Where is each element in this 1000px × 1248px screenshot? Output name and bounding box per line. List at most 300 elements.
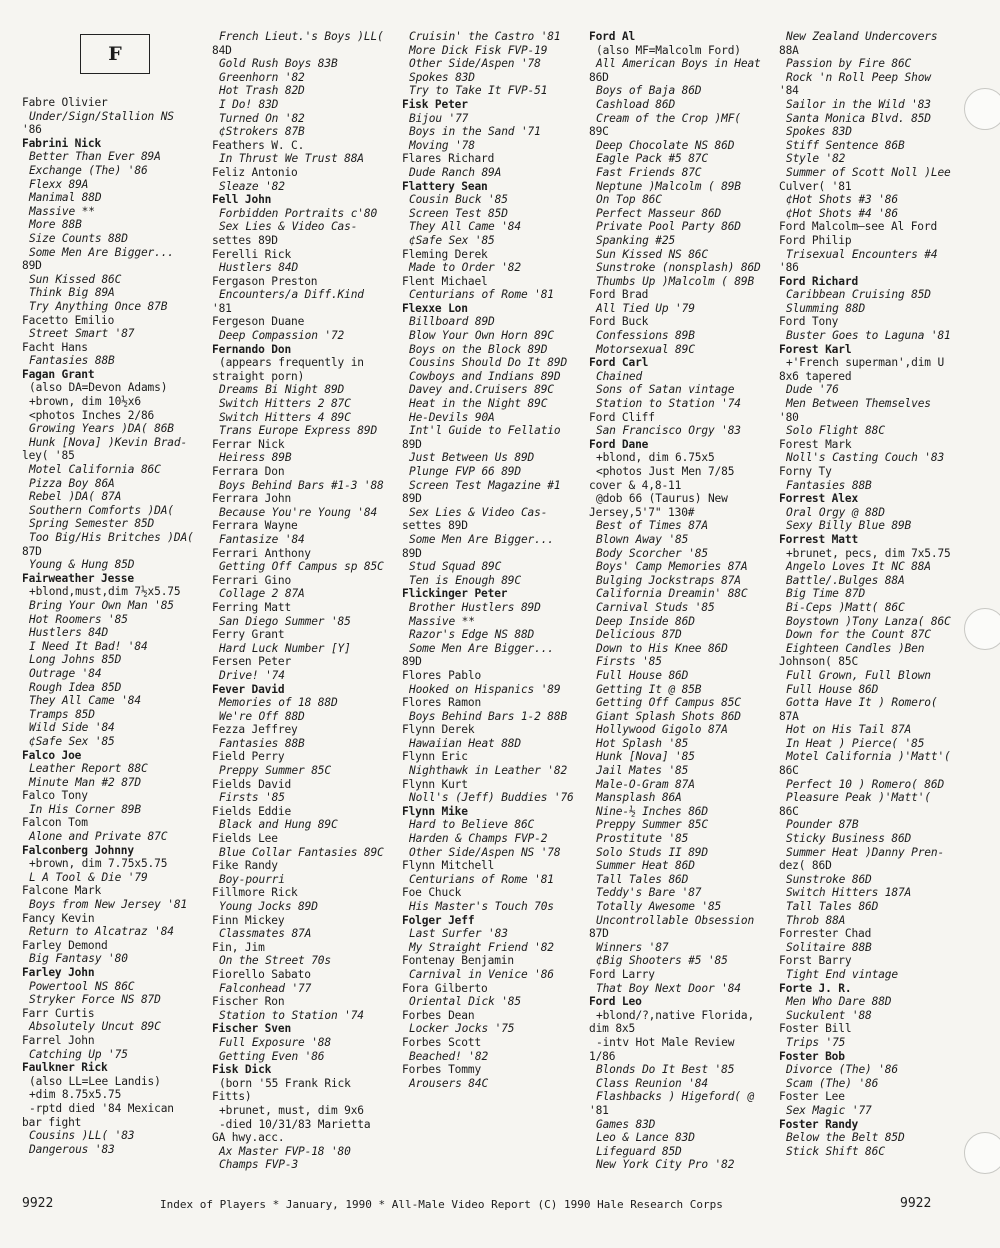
video-title: Motel California 86C (29, 463, 161, 477)
player-name: Fin, Jim (212, 940, 265, 954)
video-title: Razor's Edge NS 88D (409, 628, 535, 642)
video-title: Dude Ranch 89A (409, 165, 502, 179)
continuation-line: straight porn) (212, 369, 305, 383)
video-title: My Straight Friend '82 (409, 940, 554, 954)
video-title: Solo Flight 88C (786, 424, 885, 438)
player-name: Fillmore Rick (212, 886, 298, 900)
video-title: Station to Station '74 (219, 1008, 364, 1022)
video-title: Sexy Billy Blue 89B (786, 519, 912, 533)
video-title: Pizza Boy 86A (29, 476, 115, 490)
video-title: Alone and Private 87C (29, 830, 168, 844)
video-title: Cousins )LL( '83 (29, 1129, 135, 1143)
player-name: Ford Leo (589, 995, 642, 1009)
video-title: Jail Mates '85 (596, 764, 689, 778)
continuation-line: '86 (22, 123, 42, 137)
video-title: Divorce (The) '86 (786, 1063, 898, 1077)
player-name: Fagan Grant (22, 367, 95, 381)
video-title: Powertool NS 86C (29, 979, 135, 993)
video-title: Screen Test Magazine #1 (409, 478, 561, 492)
video-title: Int'l Guide to Fellatio (409, 424, 561, 438)
video-title: Classmates 87A (219, 927, 312, 941)
index-column-2 (212, 30, 400, 1172)
video-title: Carnival in Venice '86 (409, 967, 554, 981)
player-name: Fields Lee (212, 832, 278, 846)
video-title: Delicious 87D (596, 628, 682, 642)
continuation-line: Fitts) (212, 1090, 252, 1104)
video-title: Cousins Should Do It 89D (409, 356, 568, 370)
player-name: Fabrini Nick (22, 136, 102, 150)
video-title: Leather Report 88C (29, 762, 148, 776)
video-title: Hunk [Nova] '85 (596, 750, 695, 764)
video-title: Best of Times 87A (596, 519, 708, 533)
video-title: Motel California )'Matt'( (786, 750, 951, 764)
player-name: Forrest Matt (779, 532, 859, 546)
video-title: On the Street 70s (219, 954, 331, 968)
video-title: Carnival Studs '85 (596, 600, 715, 614)
video-title: Hot Roomers '85 (29, 612, 128, 626)
player-name: Fischer Ron (212, 995, 285, 1009)
player-name: Feathers W. C. (212, 138, 305, 152)
punch-hole (964, 608, 1000, 650)
player-name: Fabre Olivier (22, 96, 108, 109)
video-title: Harden & Champs FVP-2 (409, 832, 548, 846)
player-name: Fisk Dick (212, 1063, 272, 1077)
video-title: Noll's Casting Couch '83 (786, 451, 945, 465)
video-title: Santa Monica Blvd. 85D (786, 111, 931, 125)
video-title: They All Came '84 (29, 694, 141, 708)
video-title: Uncontrollable Obsession (596, 913, 755, 927)
video-title: Boys from New Jersey '81 (29, 898, 188, 912)
video-title: Davey and.Cruisers 89C (409, 383, 554, 397)
video-title: Collage 2 87A (219, 587, 305, 601)
continuation-line: 8x6 tapered (779, 369, 852, 383)
video-title: Giant Splash Shots 86D (596, 709, 741, 723)
video-title: Fast Friends 87C (596, 165, 702, 179)
player-name: Foster Lee (779, 1090, 845, 1104)
video-title: Arousers 84C (409, 1076, 489, 1090)
video-title: Sex Lies & Video Cas- (219, 220, 358, 234)
section-letter: F (108, 43, 122, 65)
video-title: Getting Even '86 (219, 1049, 325, 1063)
video-title: Pounder 87B (786, 818, 859, 832)
video-title: Hot on His Tail 87A (786, 723, 912, 737)
video-title: Boy-pourri (219, 872, 285, 886)
video-title: Absolutely Uncut 89C (29, 1020, 161, 1034)
video-title: Firsts '85 (219, 791, 285, 805)
video-title: Other Side/Aspen '78 (409, 57, 541, 71)
player-name: Falco Joe (22, 748, 82, 762)
player-name: Ferrara Wayne (212, 519, 298, 533)
video-title: Hunk [Nova] )Kevin Brad- (29, 435, 188, 449)
video-title: Dude '76 (786, 383, 839, 397)
video-title: Winners '87 (596, 940, 669, 954)
player-note: (also DA=Devon Adams) (29, 381, 168, 395)
player-name: Feliz Antonio (212, 165, 298, 179)
video-title: Bijou '77 (409, 111, 469, 125)
video-title: Games 83D (596, 1117, 656, 1131)
video-title: Spokes 83D (786, 125, 852, 139)
player-name: Farley Demond (22, 938, 108, 952)
player-name: Ferring Matt (212, 600, 292, 614)
continuation-line: 89D (402, 492, 422, 506)
video-title: Centurians of Rome '81 (409, 288, 554, 302)
video-title: Exchange (The) '86 (29, 163, 148, 177)
video-title: Hollywood Gigolo 87A (596, 723, 728, 737)
video-title: Hustlers 84D (219, 261, 299, 275)
continuation-line: cover & 4,8-11 (589, 478, 682, 492)
player-name: Falconberg Johnny (22, 843, 134, 857)
continuation-line: settes 89D (212, 233, 278, 247)
video-title: All American Boys in Heat (596, 57, 761, 71)
video-title: Forbidden Portraits c'80 (219, 206, 378, 220)
player-name: Flickinger Peter (402, 587, 508, 601)
video-title: Getting Off Campus sp 85C (219, 560, 384, 574)
video-title: Too Big/His Britches )DA( (29, 531, 194, 544)
player-name: Forest Mark (779, 437, 852, 451)
video-title: All Tied Up '79 (596, 301, 695, 315)
player-name: Ford Tony (779, 315, 839, 329)
player-name: Flexxe Lon (402, 301, 468, 315)
player-note: +blond/?,native Florida, (596, 1008, 755, 1022)
video-title: Falconhead '77 (219, 981, 312, 995)
player-note: +'French superman',dim U (786, 356, 945, 370)
continuation-line: 86C (779, 764, 799, 778)
video-title: Solitaire 88B (786, 940, 872, 954)
video-title: Sun Kissed NS 86C (596, 247, 708, 261)
video-title: Tight End vintage (786, 967, 898, 981)
video-title: Preppy Summer 85C (596, 818, 708, 832)
video-title: Boys of Baja 86D (596, 84, 702, 98)
video-title: Growing Years )DA( 86B (29, 422, 174, 436)
video-title: I Do! 83D (219, 97, 279, 111)
player-name: Ferrara John (212, 492, 292, 506)
video-title: More 88B (29, 218, 82, 232)
video-title: Deep Compassion '72 (219, 329, 345, 343)
page-number-right: 9922 (900, 1196, 932, 1211)
player-name: Fields Eddie (212, 804, 292, 818)
continuation-line: bar fight (22, 1115, 82, 1129)
video-title: Mansplash 86A (596, 791, 682, 805)
continuation-line: '80 (779, 410, 799, 424)
video-title: In Heat ) Pierce( '85 (786, 736, 925, 750)
video-title: Memories of 18 88D (219, 696, 338, 710)
video-title: Motorsexual 89C (596, 342, 695, 356)
continuation-line: Culver( '81 (779, 179, 852, 193)
video-title: Screen Test 85D (409, 206, 508, 220)
video-title: Down to His Knee 86D (596, 641, 728, 655)
video-title: Cousin Buck '85 (409, 193, 508, 207)
video-title: Boys Behind Bars 1-2 88B (409, 709, 568, 723)
player-note: (also MF=Malcolm Ford) (596, 43, 741, 57)
player-name: Forbes Scott (402, 1035, 482, 1049)
video-title: Summer Heat 86D (596, 859, 695, 873)
video-title: Last Surfer '83 (409, 927, 508, 941)
video-title: Eighteen Candles )Ben (786, 641, 925, 655)
player-name: Fairweather Jesse (22, 571, 134, 585)
player-name: Ford Buck (589, 315, 649, 329)
continuation-line: 87A (779, 709, 799, 723)
video-title: Angelo Loves It NC 88A (786, 560, 931, 574)
video-title: Wild Side '84 (29, 721, 115, 735)
player-name: Forest Karl (779, 342, 852, 356)
video-title: Scam (The) '86 (786, 1076, 879, 1090)
video-title: L A Tool & Die '79 (29, 870, 148, 884)
player-name: Forbes Tommy (402, 1063, 482, 1077)
continuation-line: '81 (212, 301, 232, 315)
video-title: Brother Hustlers 89D (409, 600, 541, 614)
player-name: Ferrari Gino (212, 573, 292, 587)
video-title: Noll's (Jeff) Buddies '76 (409, 791, 574, 805)
video-title: Sleaze '82 (219, 179, 285, 193)
video-title: On Top 86C (596, 193, 662, 207)
video-title: Big Time 87D (786, 587, 866, 601)
video-title: Slumming 88D (786, 301, 866, 315)
player-name: Fever David (212, 682, 285, 696)
video-title: New Zealand Undercovers (786, 30, 938, 43)
continuation-line: 84D (212, 43, 232, 57)
video-title: Because You're Young '84 (219, 505, 378, 519)
video-title: Deep Inside 86D (596, 614, 695, 628)
player-name: Flynn Derek (402, 723, 475, 737)
player-note: +blond,must,dim 7½x5.75 (29, 585, 181, 599)
video-title: Hard Luck Number [Y] (219, 641, 351, 655)
video-title: Oriental Dick '85 (409, 995, 521, 1009)
video-title: Cruisin' the Castro '81 (409, 30, 561, 43)
player-name: Fell John (212, 193, 272, 207)
video-title: Under/Sign/Stallion NS (29, 109, 174, 123)
video-title: Hard to Believe 86C (409, 818, 535, 832)
player-note: @dob 66 (Taurus) New (596, 492, 728, 506)
video-title: Tramps 85D (29, 707, 95, 721)
video-title: Full Grown, Full Blown (786, 668, 931, 682)
player-name: Fora Gilberto (402, 981, 488, 995)
video-title: Drive! '74 (219, 668, 285, 682)
player-name: Ford Dane (589, 437, 649, 451)
player-name: Facetto Emilio (22, 313, 115, 327)
video-title: Manimal 88D (29, 191, 102, 205)
index-column-5 (779, 30, 967, 1158)
player-name: Flattery Sean (402, 179, 488, 193)
continuation-line: 1/86 (589, 1049, 616, 1063)
player-name: Ford Brad (589, 288, 649, 302)
player-name: Ford Al (589, 30, 636, 43)
video-title: ¢Safe Sex '85 (409, 233, 495, 247)
video-title: Perfect 10 ) Romero( 86D (786, 777, 945, 791)
player-note: -died 10/31/83 Marietta (219, 1117, 371, 1131)
player-name: Forte J. R. (779, 981, 852, 995)
video-title: Ten is Enough 89C (409, 573, 521, 587)
player-name: Flynn Mike (402, 804, 468, 818)
video-title: Sticky Business 86D (786, 832, 912, 846)
video-title: Full House 86D (786, 682, 879, 696)
index-column-1 (22, 96, 210, 1156)
video-title: Sex Lies & Video Cas- (409, 505, 548, 519)
player-note: <photos Inches 2/86 (29, 408, 155, 422)
player-name: Fiorello Sabato (212, 967, 311, 981)
video-title: Other Side/Aspen NS '78 (409, 845, 561, 859)
page-number-left: 9922 (22, 1196, 54, 1211)
video-title: ¢Safe Sex '85 (29, 734, 115, 748)
video-title: Trisexual Encounters #4 (786, 247, 938, 261)
continuation-line: 87D (589, 927, 609, 941)
video-title: Hot Trash 82D (219, 84, 305, 98)
continuation-line: '84 (779, 84, 799, 98)
video-title: Blow Your Own Horn 89C (409, 329, 554, 343)
video-title: Full Exposure '88 (219, 1035, 331, 1049)
video-title: California Dreamin' 88C (596, 587, 748, 601)
player-name: Ferelli Rick (212, 247, 292, 261)
video-title: Return to Alcatraz '84 (29, 925, 174, 939)
video-title: He-Devils 90A (409, 410, 495, 424)
video-title: Lifeguard 85D (596, 1144, 682, 1158)
video-title: That Boy Next Door '84 (596, 981, 741, 995)
player-note: (appears frequently in (219, 356, 364, 370)
video-title: Encounters/a Diff.Kind (219, 288, 364, 302)
video-title: ¢Hot Shots #4 '86 (786, 206, 898, 220)
player-name: Forrester Chad (779, 927, 872, 941)
video-title: Throb 88A (786, 913, 846, 927)
video-title: Male-O-Gram 87A (596, 777, 695, 791)
video-title: Full House 86D (596, 668, 689, 682)
video-title: Class Reunion '84 (596, 1076, 708, 1090)
continuation-line: 88A (779, 43, 799, 57)
video-title: Boys' Camp Memories 87A (596, 560, 748, 574)
video-title: Suckulent '88 (786, 1008, 872, 1022)
video-title: Nighthawk in Leather '82 (409, 764, 568, 778)
video-title: Men Who Dare 88D (786, 995, 892, 1009)
player-name: Foe Chuck (402, 886, 462, 900)
player-name: Foster Bill (779, 1022, 852, 1036)
player-name: Field Perry (212, 750, 285, 764)
video-title: Southern Comforts )DA( (29, 503, 174, 517)
video-title: Boys in the Sand '71 (409, 125, 541, 139)
video-title: Private Pool Party 86D (596, 220, 741, 234)
video-title: Switch Hitters 4 89C (219, 410, 351, 424)
video-title: Bi-Ceps )Matt( 86C (786, 600, 905, 614)
video-title: Centurians of Rome '81 (409, 872, 554, 886)
continuation-line: 86C (779, 804, 799, 818)
video-title: Better Than Ever 89A (29, 150, 161, 164)
video-title: Beached! '82 (409, 1049, 489, 1063)
video-title: Turned On '82 (219, 111, 305, 125)
video-title: Moving '78 (409, 138, 475, 152)
video-title: Getting Off Campus 85C (596, 696, 741, 710)
video-title: Stiff Sentence 86B (786, 138, 905, 152)
video-title: Passion by Fire 86C (786, 57, 912, 71)
video-title: Heiress 89B (219, 451, 292, 465)
video-title: Spokes 83D (409, 70, 475, 84)
player-name: Fike Randy (212, 859, 278, 873)
video-title: Tall Tales 86D (786, 900, 879, 913)
player-name: Fleming Derek (402, 247, 488, 261)
player-name: Ford Larry (589, 967, 655, 981)
player-name: Fields David (212, 777, 292, 791)
video-title: Trans Europe Express 89D (219, 424, 378, 438)
video-title: Long Johns 85D (29, 653, 122, 667)
video-title: Trips '75 (786, 1035, 846, 1049)
continuation-line: dim 8x5 (589, 1022, 636, 1036)
video-title: Boystown )Tony Lanza( 86C (786, 614, 951, 628)
video-title: Down for the Count 87C (786, 628, 931, 642)
video-title: Sex Magic '77 (786, 1103, 872, 1117)
video-title: Think Big 89A (29, 286, 115, 300)
video-title: Ax Master FVP-18 '80 (219, 1144, 351, 1158)
video-title: French Lieut.'s Boys )LL( (219, 30, 384, 43)
video-title: Black and Hung 89C (219, 818, 338, 832)
player-name: Ferry Grant (212, 628, 285, 642)
video-title: Below the Belt 85D (786, 1131, 905, 1145)
video-title: Some Men Are Bigger... (409, 641, 554, 655)
player-note: +brunet, must, dim 9x6 (219, 1103, 364, 1117)
player-note: <photos Just Men 7/85 (596, 465, 735, 478)
video-title: His Master's Touch 70s (409, 900, 554, 913)
player-name: Forny Ty (779, 465, 832, 478)
video-title: Men Between Themselves (786, 397, 931, 411)
video-title: Eagle Pack #5 87C (596, 152, 708, 166)
video-title: Summer Heat )Danny Pren- (786, 845, 945, 859)
video-title: ¢Hot Shots #3 '86 (786, 193, 898, 207)
video-title: Stud Squad 89C (409, 560, 502, 574)
player-name: Falco Tony (22, 789, 88, 803)
video-title: Blue Collar Fantasies 89C (219, 845, 384, 859)
video-title: Bulging Jockstraps 87A (596, 573, 741, 587)
video-title: Sun Kissed 86C (29, 272, 122, 286)
continuation-line: 86D (589, 70, 609, 84)
video-title: Nine-½ Inches 86D (596, 804, 708, 818)
video-title: Fantasies 88B (786, 478, 872, 492)
video-title: Summer of Scott Noll )Lee (786, 165, 951, 179)
player-name: Farrel John (22, 1033, 95, 1047)
video-title: More Dick Fisk FVP-19 (409, 43, 548, 57)
video-title: Boys on the Block 89D (409, 342, 548, 356)
player-name: Farley John (22, 966, 95, 979)
video-title: Flashbacks ) Higeford( @ (596, 1090, 755, 1104)
footer-caption: Index of Players * January, 1990 * All-Male Video Report (C) 1990 Hale Research Corps (160, 1198, 723, 1211)
player-name: Fersen Peter (212, 655, 292, 669)
video-title: Switch Hitters 187A (786, 886, 912, 900)
player-name: Forbes Dean (402, 1008, 475, 1022)
continuation-line: 89D (402, 546, 422, 560)
video-title: Blonds Do It Best '85 (596, 1063, 735, 1077)
video-title: Hustlers 84D (29, 626, 109, 640)
video-title: Made to Order '82 (409, 261, 521, 275)
video-title: Gold Rush Boys 83B (219, 57, 338, 71)
continuation-line: '86 (779, 261, 799, 275)
player-name: Foster Bob (779, 1049, 845, 1063)
video-title: ¢Strokers 87B (219, 125, 305, 139)
player-note: +blond, dim 6.75x5 (596, 451, 715, 465)
video-title: In Thrust We Trust 88A (219, 152, 364, 166)
video-title: Pleasure Peak )'Matt'( (786, 791, 931, 805)
video-title: Sunstroke (nonsplash) 86D (596, 261, 761, 275)
video-title: Body Scorcher '85 (596, 546, 708, 560)
player-name: Fisk Peter (402, 97, 468, 111)
player-name: Fernando Don (212, 342, 292, 356)
player-name: Ford Philip (779, 233, 852, 247)
video-title: Fantasies 88B (29, 354, 115, 368)
video-title: Totally Awesome '85 (596, 900, 722, 913)
player-note: +brown, dim 7.75x5.75 (29, 857, 168, 871)
video-title: Hooked on Hispanics '89 (409, 682, 561, 696)
player-name: Ferrara Don (212, 465, 285, 478)
video-title: Bring Your Own Man '85 (29, 598, 174, 612)
video-title: Leo & Lance 83D (596, 1131, 695, 1145)
player-note: -intv Hot Male Review (596, 1035, 735, 1049)
video-title: Young Jocks 89D (219, 900, 318, 913)
video-title: I Need It Bad! '84 (29, 639, 148, 653)
video-title: Big Fantasy '80 (29, 952, 128, 966)
video-title: Cashload 86D (596, 97, 676, 111)
